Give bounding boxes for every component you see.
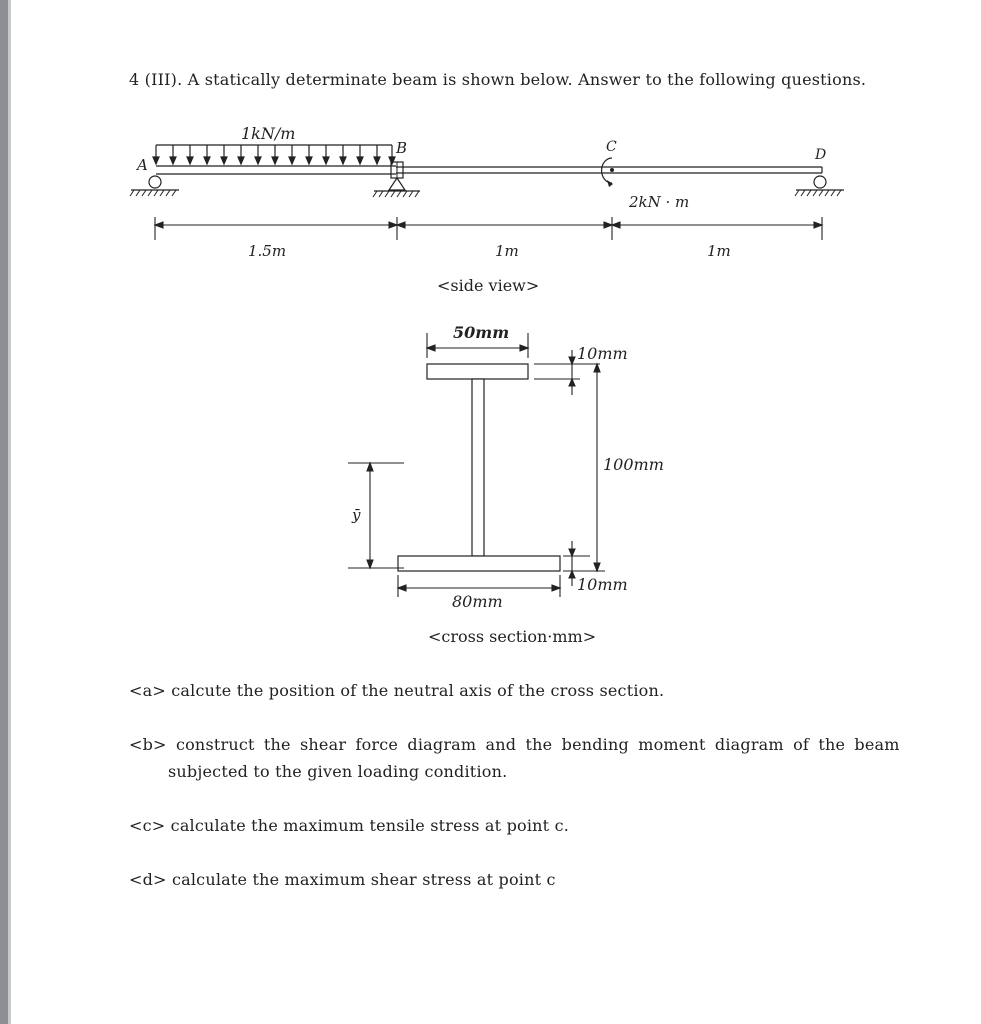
question-b-line2: subjected to the given loading condition. [168,762,508,781]
bottom-flange-thickness-label: 10mm [577,575,628,594]
support-d [795,176,844,196]
cross-section [348,323,664,646]
centroid-symbol: ȳ [352,506,361,524]
question-b-line1: <b> construct the shear force diagram and the bending moment diagram of the beam [129,735,900,754]
span-cd-label: 1m [707,242,731,260]
bottom-flange [398,556,560,571]
support-a [130,176,179,196]
top-flange [427,364,528,379]
span-bc-label: 1m [495,242,519,260]
bottom-flange-width-label: 80mm [452,592,503,611]
span-dimension-line [155,217,822,240]
side-view-caption: <side view> [437,276,540,295]
top-flange-width-label: 50mm [453,323,510,342]
question-c: <c> calculate the maximum tensile stress at point c. [129,816,570,835]
web [472,379,484,556]
point-d-label: D [815,147,827,163]
question-d: <d> calculate the maximum shear stress at point c [129,870,556,889]
question-title: 4 (III). A statically determinate beam is shown below. Answer to the following questions. [129,70,867,89]
span-ab-label: 1.5m [248,242,287,260]
load-label: 1kN/m [241,124,296,143]
distributed-load [153,145,395,164]
point-a-label: A [137,156,148,174]
point-b-label: B [396,139,408,157]
web-height-label: 100mm [603,455,664,474]
cross-section-caption: <cross section·mm> [428,627,597,646]
point-c-label: C [606,139,617,155]
side-view [130,124,844,295]
top-flange-thickness-label: 10mm [577,344,628,363]
moment-label: 2kN · m [629,193,690,211]
question-a: <a> calcute the position of the neutral axis of the cross section. [129,681,665,700]
